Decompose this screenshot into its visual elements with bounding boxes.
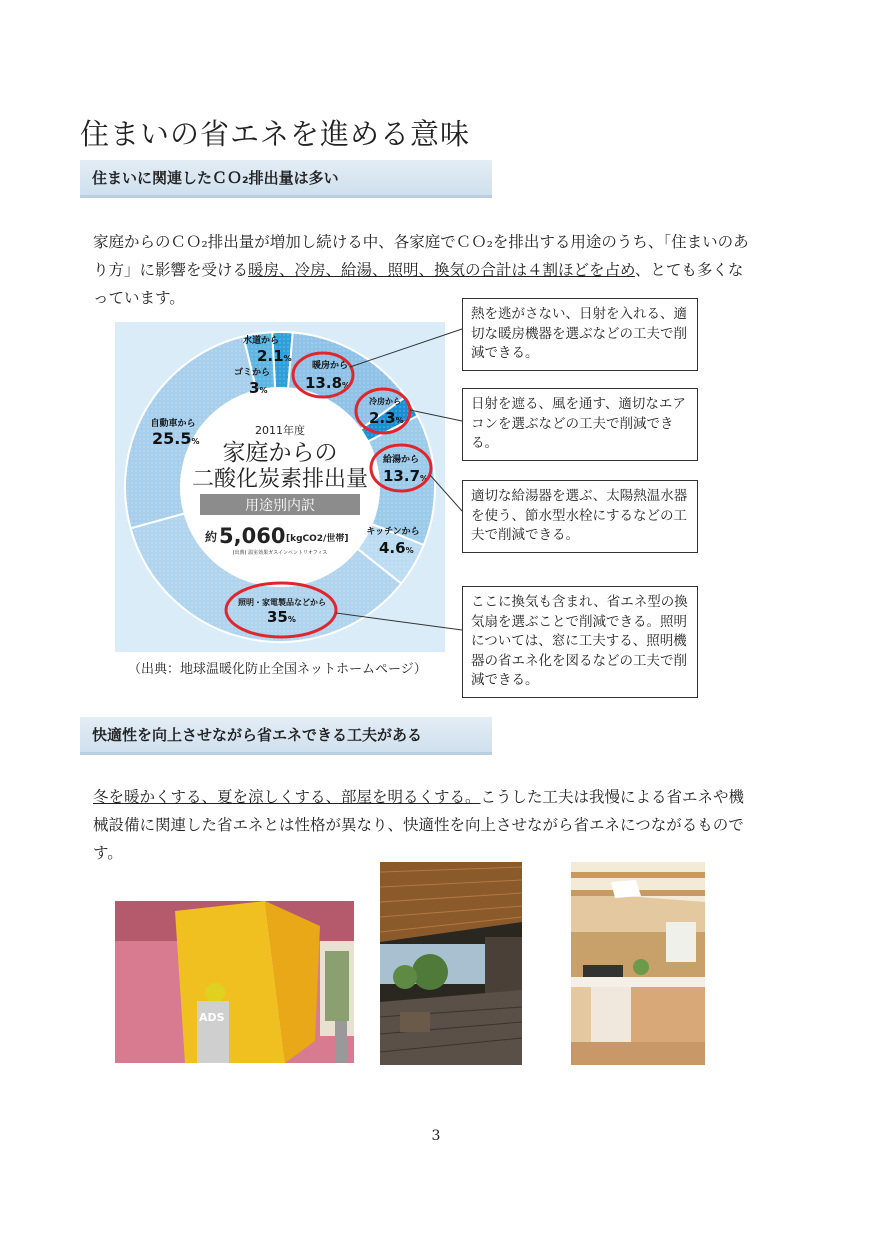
chart-total-value: 5,060 [219, 524, 286, 548]
photo1-ads-text: ADS [199, 1011, 225, 1024]
slice-value-garbage: 3% [249, 379, 268, 397]
photo-shaded-deck [380, 862, 522, 1065]
chart-source: （出典：地球温暖化防止全国ネットホームページ） [128, 662, 427, 677]
chart-subtitle: 用途別内訳 [245, 498, 315, 514]
slice-value-heating: 13.8% [305, 374, 351, 392]
slice-label-garbage: ゴミから [233, 368, 271, 378]
chart-total-prefix: 約 [205, 530, 218, 544]
slice-value-cooling: 2.3% [369, 409, 404, 427]
section2-heading: 快適性を向上させながら省エネできる工夫がある [80, 717, 492, 755]
chart-total-unit: [kgCO2/世帯] [286, 534, 349, 544]
slice-value-car: 25.5% [152, 429, 200, 448]
slice-label-heating: 暖房から [311, 361, 349, 371]
slice-label-lighting: 照明・家電製品などから [238, 598, 326, 607]
section2-text-rest: こうした工夫は我慢による省エネや機械設備に関連した省エネとは性格が異なり、快適性を向上させながら省エネにつながるものです。 [93, 788, 745, 862]
callout-heating: 熱を逃がさない、日射を入れる、適切な暖房機器を選ぶなどの工夫で削減できる。 [462, 298, 698, 371]
section2-paragraph [93, 783, 755, 867]
slice-label-hotwater: 給湯から [382, 455, 420, 465]
photo-bright-kitchen [571, 862, 705, 1065]
callout-lighting: ここに換気も含まれ、省エネ型の換気扇を選ぶことで削減できる。照明については、窓に工夫する、照明機器の省エネ化を図るなどの工夫で削減できる。 [462, 586, 698, 698]
callout-hotwater: 適切な給湯器を選ぶ、太陽熱温水器を使う、節水型水栓にするなどの工夫で削減できる。 [462, 480, 698, 553]
section1-text-a: 家庭からのＣＯ₂排出量が増加し続ける中、各家庭でＣＯ₂を排出する用途のうち、「住まいのあり方」に影響を受ける [93, 233, 749, 279]
slice-label-cooling: 冷房から [369, 397, 401, 406]
section1-text-b: 、とても多くなっています。 [93, 261, 744, 307]
slice-value-kitchen: 4.6% [379, 539, 414, 557]
slice-value-hotwater: 13.7% [383, 467, 429, 485]
chart-title-2: 二酸化炭素排出量 [191, 467, 369, 492]
slice-label-water: 水道から [242, 336, 280, 346]
slice-value-water: 2.1% [257, 347, 292, 365]
section2-text-underlined: 冬を暖かくする、夏を涼しくする、部屋を明るくする。 [93, 788, 481, 806]
photo-insulation [115, 901, 354, 1063]
page-number: 3 [431, 1128, 441, 1144]
page-title: 住まいの省エネを進める意味 [80, 117, 471, 151]
slice-label-kitchen: キッチンから [366, 527, 420, 537]
chart-year: 2011年度 [255, 424, 305, 437]
slice-label-car: 自動車から [150, 419, 196, 429]
chart-source-note: (出典) 温室効果ガスインベントリオフィス [232, 550, 328, 556]
section1-heading: 住まいに関連したＣＯ₂排出量は多い [80, 160, 492, 198]
chart-title-1: 家庭からの [222, 440, 338, 466]
callout-cooling: 日射を遮る、風を通す、適切なエアコンを選ぶなどの工夫で削減できる。 [462, 388, 698, 461]
section1-text-underlined: 暖房、冷房、給湯、照明、換気の合計は４割ほどを占め [248, 261, 635, 279]
slice-value-lighting: 35% [267, 608, 296, 626]
